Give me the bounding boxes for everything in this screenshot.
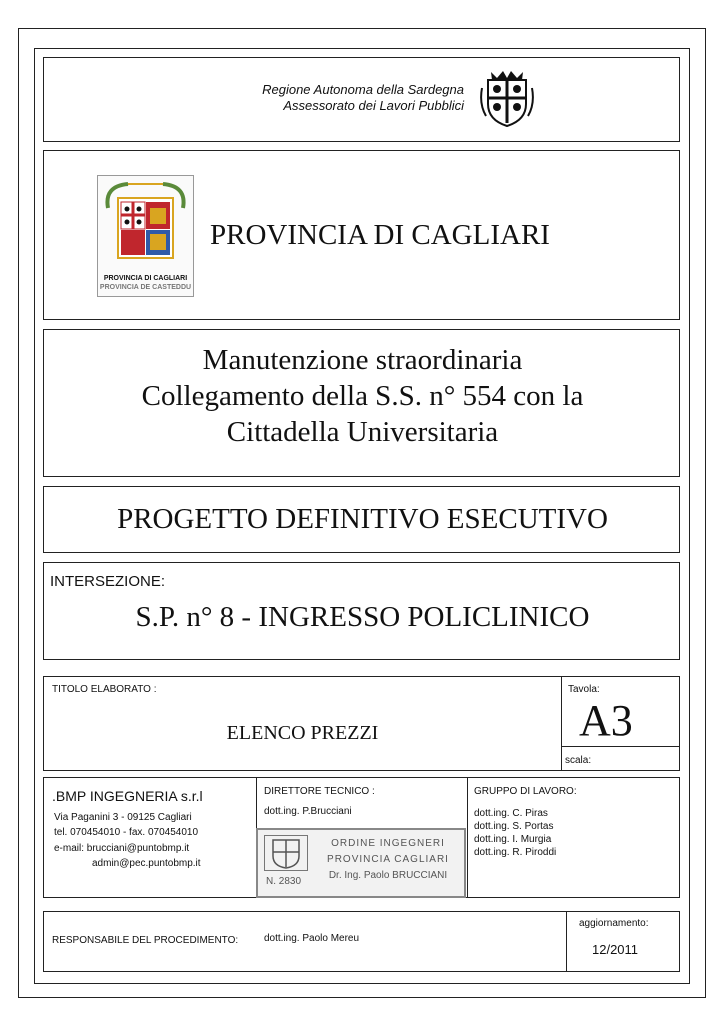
credits-box (43, 777, 680, 898)
region-department: Assessorato dei Lavori Pubblici (283, 98, 464, 113)
tavola-value: A3 (579, 696, 633, 745)
elaborato-value: ELENCO PREZZI (226, 722, 379, 744)
footer-box (43, 911, 680, 972)
stamp-line-2: PROVINCIA CAGLIARI (327, 854, 449, 865)
project-title-line2: Collegamento della S.S. n° 554 con la (141, 380, 584, 412)
company-email: e-mail: brucciani@puntobmp.it (54, 843, 190, 854)
intersection-value: S.P. n° 8 - INGRESSO POLICLINICO (135, 601, 590, 633)
group-member: dott.ing. C. Piras (474, 808, 548, 819)
phase-title: PROGETTO DEFINITIVO ESECUTIVO (117, 503, 608, 535)
intersection-box (43, 562, 680, 660)
intersection-label: INTERSEZIONE: (50, 573, 166, 590)
company-name: .BMP INGEGNERIA s.r.l (52, 788, 203, 804)
project-box (43, 329, 680, 477)
phase-box (43, 486, 680, 553)
stamp-line-3: Dr. Ing. Paolo BRUCCIANI (328, 870, 448, 881)
elaborato-box (43, 676, 680, 771)
professional-stamp (256, 828, 466, 898)
company-address: Via Paganini 3 - 09125 Cagliari (54, 812, 192, 823)
update-label: aggiornamento: (579, 918, 649, 929)
company-pec: admin@pec.puntobmp.it (92, 858, 201, 869)
elaborato-label: TITOLO ELABORATO : (52, 684, 157, 695)
group-label: GRUPPO DI LAVORO: (474, 786, 577, 797)
group-member: dott.ing. I. Murgia (474, 834, 552, 845)
responsible-label: RESPONSABILE DEL PROCEDIMENTO: (52, 935, 239, 946)
tavola-label: Tavola: (568, 684, 600, 695)
project-title-line1: Manutenzione straordinaria (202, 344, 523, 376)
scala-label: scala: (565, 755, 592, 766)
province-logo-caption-sardinian: PROVINCIA DE CASTEDDU (99, 284, 192, 291)
region-header-box (43, 57, 680, 142)
company-phone: tel. 070454010 - fax. 070454010 (54, 827, 199, 838)
stamp-number: N. 2830 (266, 876, 302, 887)
group-member: dott.ing. R. Piroddi (474, 847, 557, 858)
director-name: dott.ing. P.Brucciani (264, 806, 352, 817)
province-title: PROVINCIA DI CAGLIARI (210, 219, 550, 251)
province-box (43, 150, 680, 320)
region-name: Regione Autonoma della Sardegna (262, 82, 464, 97)
stamp-line-1: ORDINE INGEGNERI (331, 838, 445, 849)
sardinia-coat-of-arms-icon (478, 68, 536, 130)
update-value: 12/2011 (592, 942, 639, 957)
province-logo (97, 175, 194, 297)
director-label: DIRETTORE TECNICO : (264, 786, 375, 797)
project-title-line3: Cittadella Universitaria (226, 416, 499, 448)
group-member: dott.ing. S. Portas (474, 821, 554, 832)
responsible-name: dott.ing. Paolo Mereu (264, 933, 360, 944)
province-logo-caption: PROVINCIA DI CAGLIARI (103, 275, 188, 282)
stamp-seal-icon (264, 835, 308, 871)
